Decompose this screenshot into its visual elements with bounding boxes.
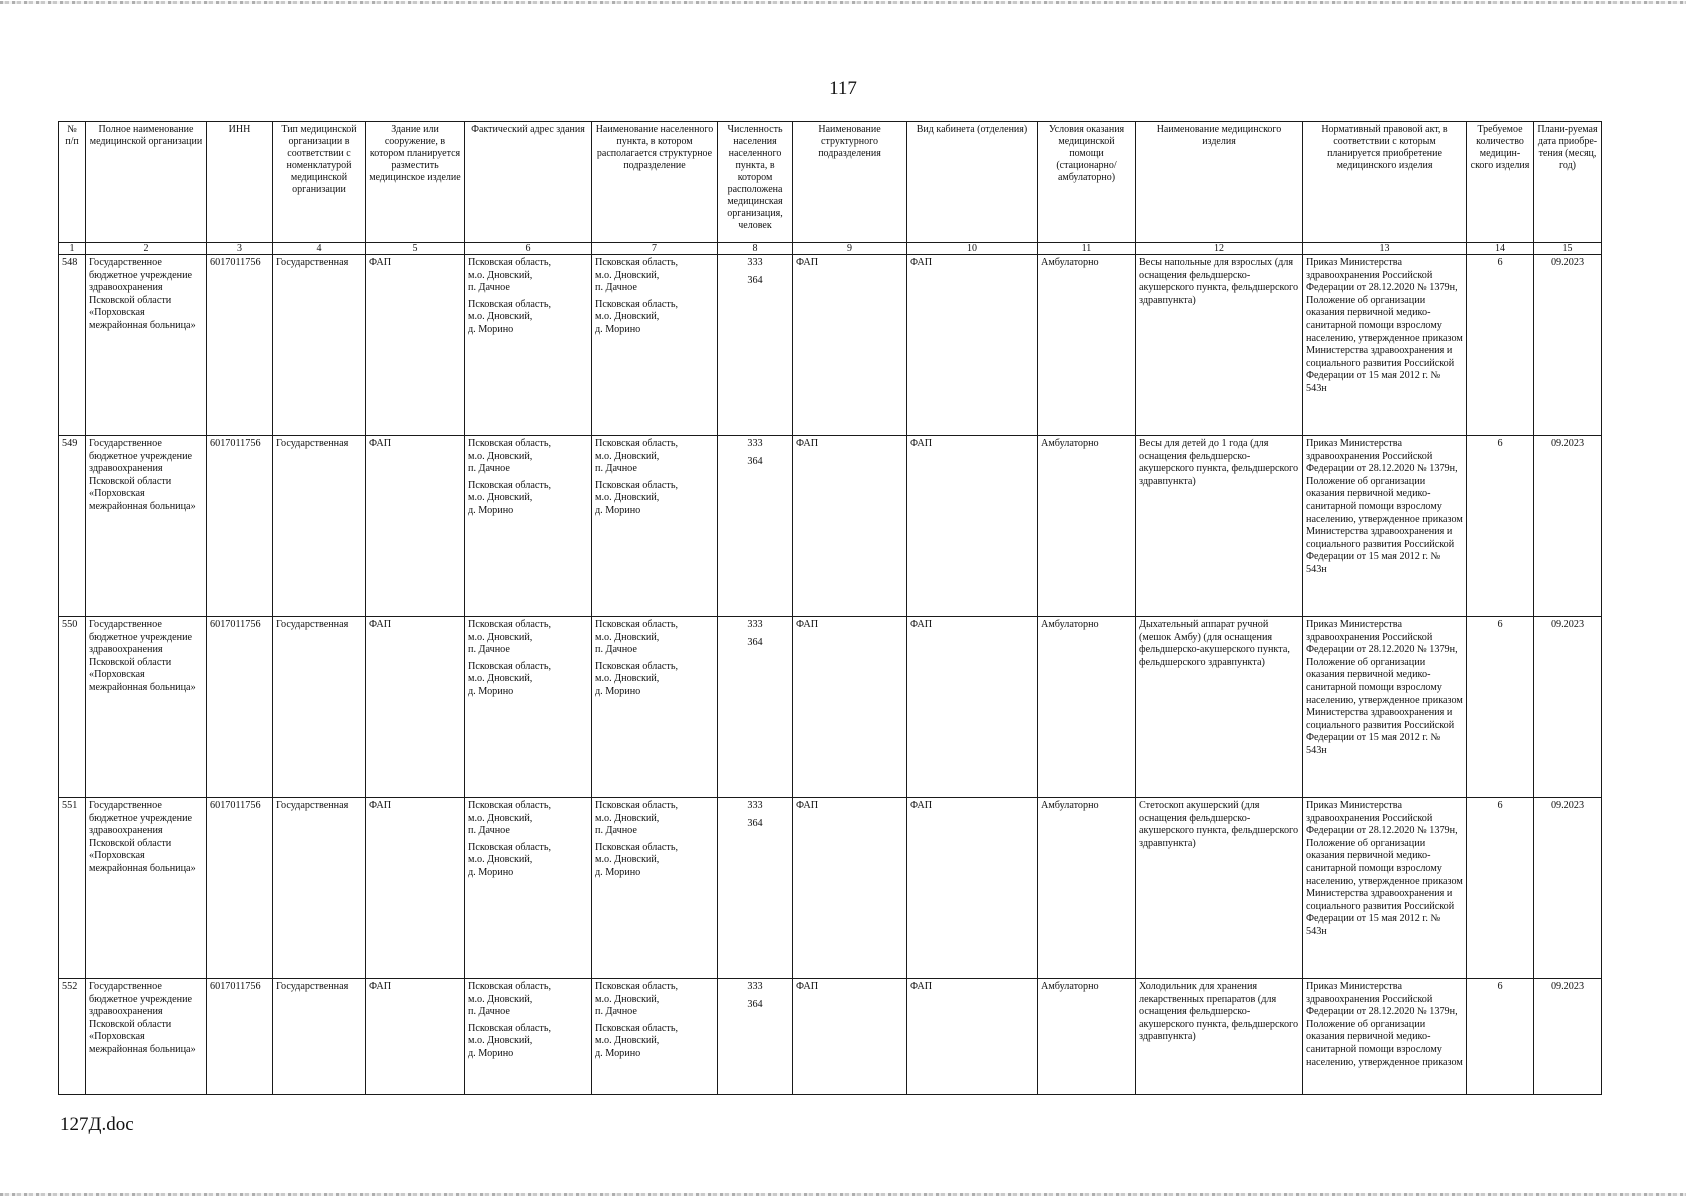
column-number: 7 [592, 243, 718, 255]
settlement-secondary: Псковская область, м.о. Дновский, д. Морино [595, 841, 679, 878]
organization-type: Государственная [273, 798, 366, 979]
legal-act: Приказ Министерства здравоохранения Российской Федерации от 28.12.2020 № 1379н, Положение об организации оказания первичной медико-санитарной помощи взрослому населению, утвержденное приказом [1303, 979, 1467, 1095]
column-number-row [59, 243, 1602, 255]
quantity: 6 [1467, 255, 1534, 436]
subdivision: ФАП [793, 617, 907, 798]
planned-date: 09.2023 [1534, 255, 1602, 436]
settlement-cell [592, 255, 718, 436]
inn: 6017011756 [207, 798, 273, 979]
planned-date: 09.2023 [1534, 617, 1602, 798]
settlement-cell [592, 617, 718, 798]
column-number: 8 [718, 243, 793, 255]
row-number: 550 [59, 617, 86, 798]
header-cell: Плани-руемая дата приобре-тения (месяц, год) [1534, 122, 1602, 243]
column-number: 4 [273, 243, 366, 255]
column-number: 2 [86, 243, 207, 255]
settlement-primary: Псковская область, м.о. Дновский, п. Дачное [595, 438, 679, 475]
planned-date: 09.2023 [1534, 798, 1602, 979]
address-secondary: Псковская область, м.о. Дновский, д. Морино [468, 660, 552, 697]
care-conditions: Амбулаторно [1038, 255, 1136, 436]
inn: 6017011756 [207, 979, 273, 1095]
legal-act: Приказ Министерства здравоохранения Российской Федерации от 28.12.2020 № 1379н, Положение об организации оказания первичной медико-санитарной помощи взрослому населению, утвержденное приказом Министерства здравоохранения и социального развития Российской Федерации от 15 мая 2012 г. № 543н [1303, 436, 1467, 617]
header-cell: Полное наименование медицинской организации [86, 122, 207, 243]
population-cell [718, 798, 793, 979]
quantity: 6 [1467, 798, 1534, 979]
address-primary: Псковская область, м.о. Дновский, п. Дачное [468, 257, 552, 294]
address-cell [465, 255, 592, 436]
settlement-primary: Псковская область, м.о. Дновский, п. Дачное [595, 257, 679, 294]
column-number: 14 [1467, 243, 1534, 255]
settlement-primary: Псковская область, м.о. Дновский, п. Дачное [595, 800, 679, 837]
legal-act: Приказ Министерства здравоохранения Российской Федерации от 28.12.2020 № 1379н, Положение об организации оказания первичной медико-санитарной помощи взрослому населению, утвержденное приказом Министерства здравоохранения и социального развития Российской Федерации от 15 мая 2012 г. № 543н [1303, 255, 1467, 436]
equipment-registry-table [58, 121, 1602, 1095]
header-cell: Вид кабинета (отделения) [907, 122, 1038, 243]
cabinet-type: ФАП [907, 617, 1038, 798]
address-primary: Псковская область, м.о. Дновский, п. Дачное [468, 619, 552, 656]
column-number: 10 [907, 243, 1038, 255]
address-primary: Псковская область, м.о. Дновский, п. Дачное [468, 981, 552, 1018]
header-cell: Нормативный правовой акт, в соответствии с которым планируется приобретение медицинского изделия [1303, 122, 1467, 243]
population-primary: 333 [747, 800, 763, 811]
subdivision: ФАП [793, 436, 907, 617]
inn: 6017011756 [207, 617, 273, 798]
population-cell [718, 255, 793, 436]
population-secondary: 364 [747, 817, 763, 829]
header-cell: Тип медицинской организации в соответствии с номенклатурой медицинской организации [273, 122, 366, 243]
organization-name: Государственное бюджетное учреждение здравоохранения Псковской области «Порховская межрайонная больница» [86, 798, 207, 979]
address-secondary: Псковская область, м.о. Дновский, д. Морино [468, 1022, 552, 1059]
row-number: 549 [59, 436, 86, 617]
scan-edge-bottom [0, 1193, 1686, 1196]
address-primary: Псковская область, м.о. Дновский, п. Дачное [468, 800, 552, 837]
population-secondary: 364 [747, 636, 763, 648]
quantity: 6 [1467, 436, 1534, 617]
building: ФАП [366, 255, 465, 436]
legal-act: Приказ Министерства здравоохранения Российской Федерации от 28.12.2020 № 1379н, Положение об организации оказания первичной медико-санитарной помощи взрослому населению, утвержденное приказом Министерства здравоохранения и социального развития Российской Федерации от 15 мая 2012 г. № 543н [1303, 617, 1467, 798]
settlement-secondary: Псковская область, м.о. Дновский, д. Морино [595, 660, 679, 697]
column-number: 5 [366, 243, 465, 255]
cabinet-type: ФАП [907, 979, 1038, 1095]
header-cell: Требуемое количество медицин-ского изделия [1467, 122, 1534, 243]
header-cell: Наименование населенного пункта, в котором располагается структурное подразделение [592, 122, 718, 243]
table-row [59, 255, 1602, 436]
subdivision: ФАП [793, 979, 907, 1095]
inn: 6017011756 [207, 255, 273, 436]
population-primary: 333 [747, 981, 763, 992]
address-secondary: Псковская область, м.о. Дновский, д. Морино [468, 479, 552, 516]
header-row [59, 122, 1602, 243]
organization-type: Государственная [273, 255, 366, 436]
column-number: 6 [465, 243, 592, 255]
population-secondary: 364 [747, 998, 763, 1010]
cabinet-type: ФАП [907, 255, 1038, 436]
care-conditions: Амбулаторно [1038, 798, 1136, 979]
table-row [59, 979, 1602, 1095]
header-cell: Наименование медицинского изделия [1136, 122, 1303, 243]
subdivision: ФАП [793, 798, 907, 979]
address-cell [465, 436, 592, 617]
population-cell [718, 617, 793, 798]
quantity: 6 [1467, 617, 1534, 798]
row-number: 551 [59, 798, 86, 979]
settlement-primary: Псковская область, м.о. Дновский, п. Дачное [595, 619, 679, 656]
medical-device: Стетоскоп акушерский (для оснащения фельдшерско-акушерского пункта, фельдшерского здравпункта) [1136, 798, 1303, 979]
organization-name: Государственное бюджетное учреждение здравоохранения Псковской области «Порховская межрайонная больница» [86, 255, 207, 436]
settlement-secondary: Псковская область, м.о. Дновский, д. Морино [595, 298, 679, 335]
column-number: 11 [1038, 243, 1136, 255]
settlement-secondary: Псковская область, м.о. Дновский, д. Морино [595, 1022, 679, 1059]
scan-edge-top [0, 1, 1686, 4]
header-cell: Наименование структурного подразделения [793, 122, 907, 243]
population-primary: 333 [747, 438, 763, 449]
header-cell: № п/п [59, 122, 86, 243]
quantity: 6 [1467, 979, 1534, 1095]
column-number: 1 [59, 243, 86, 255]
table-row [59, 617, 1602, 798]
settlement-cell [592, 436, 718, 617]
row-number: 552 [59, 979, 86, 1095]
building: ФАП [366, 617, 465, 798]
settlement-secondary: Псковская область, м.о. Дновский, д. Морино [595, 479, 679, 516]
population-secondary: 364 [747, 274, 763, 286]
planned-date: 09.2023 [1534, 436, 1602, 617]
column-number: 15 [1534, 243, 1602, 255]
cabinet-type: ФАП [907, 436, 1038, 617]
inn: 6017011756 [207, 436, 273, 617]
header-cell: Здание или сооружение, в котором планируется разместить медицинское изделие [366, 122, 465, 243]
organization-name: Государственное бюджетное учреждение здравоохранения Псковской области «Порховская межрайонная больница» [86, 436, 207, 617]
column-number: 12 [1136, 243, 1303, 255]
footer-filename: 127Д.doc [60, 1114, 134, 1135]
population-primary: 333 [747, 257, 763, 268]
settlement-cell [592, 979, 718, 1095]
settlement-cell [592, 798, 718, 979]
address-cell [465, 979, 592, 1095]
organization-type: Государственная [273, 979, 366, 1095]
building: ФАП [366, 798, 465, 979]
header-cell: Фактический адрес здания [465, 122, 592, 243]
organization-type: Государственная [273, 436, 366, 617]
care-conditions: Амбулаторно [1038, 979, 1136, 1095]
row-number: 548 [59, 255, 86, 436]
care-conditions: Амбулаторно [1038, 617, 1136, 798]
header-cell: Численность населения населенного пункта, в котором расположена медицинская организация, человек [718, 122, 793, 243]
cabinet-type: ФАП [907, 798, 1038, 979]
address-primary: Псковская область, м.о. Дновский, п. Дачное [468, 438, 552, 475]
organization-name: Государственное бюджетное учреждение здравоохранения Псковской области «Порховская межрайонная больница» [86, 617, 207, 798]
building: ФАП [366, 979, 465, 1095]
medical-device: Весы напольные для взрослых (для оснащения фельдшерско-акушерского пункта, фельдшерского здравпункта) [1136, 255, 1303, 436]
care-conditions: Амбулаторно [1038, 436, 1136, 617]
settlement-primary: Псковская область, м.о. Дновский, п. Дачное [595, 981, 679, 1018]
table-row [59, 798, 1602, 979]
column-number: 13 [1303, 243, 1467, 255]
address-cell [465, 617, 592, 798]
organization-name: Государственное бюджетное учреждение здравоохранения Псковской области «Порховская межрайонная больница» [86, 979, 207, 1095]
medical-device: Весы для детей до 1 года (для оснащения фельдшерско-акушерского пункта, фельдшерского здравпункта) [1136, 436, 1303, 617]
address-secondary: Псковская область, м.о. Дновский, д. Морино [468, 841, 552, 878]
planned-date: 09.2023 [1534, 979, 1602, 1095]
address-cell [465, 798, 592, 979]
legal-act: Приказ Министерства здравоохранения Российской Федерации от 28.12.2020 № 1379н, Положение об организации оказания первичной медико-санитарной помощи взрослому населению, утвержденное приказом Министерства здравоохранения и социального развития Российской Федерации от 15 мая 2012 г. № 543н [1303, 798, 1467, 979]
population-primary: 333 [747, 619, 763, 630]
population-secondary: 364 [747, 455, 763, 467]
page-number: 117 [829, 78, 857, 99]
medical-device: Холодильник для хранения лекарственных препаратов (для оснащения фельдшерско-акушерского пункта, фельдшерского здравпункта) [1136, 979, 1303, 1095]
address-secondary: Псковская область, м.о. Дновский, д. Морино [468, 298, 552, 335]
medical-device: Дыхательный аппарат ручной (мешок Амбу) (для оснащения фельдшерско-акушерского пункта, фельдшерского здравпункта) [1136, 617, 1303, 798]
column-number: 3 [207, 243, 273, 255]
header-cell: Условия оказания медицинской помощи (стационарно/ амбулаторно) [1038, 122, 1136, 243]
organization-type: Государственная [273, 617, 366, 798]
table-row [59, 436, 1602, 617]
header-cell: ИНН [207, 122, 273, 243]
population-cell [718, 979, 793, 1095]
subdivision: ФАП [793, 255, 907, 436]
population-cell [718, 436, 793, 617]
building: ФАП [366, 436, 465, 617]
column-number: 9 [793, 243, 907, 255]
